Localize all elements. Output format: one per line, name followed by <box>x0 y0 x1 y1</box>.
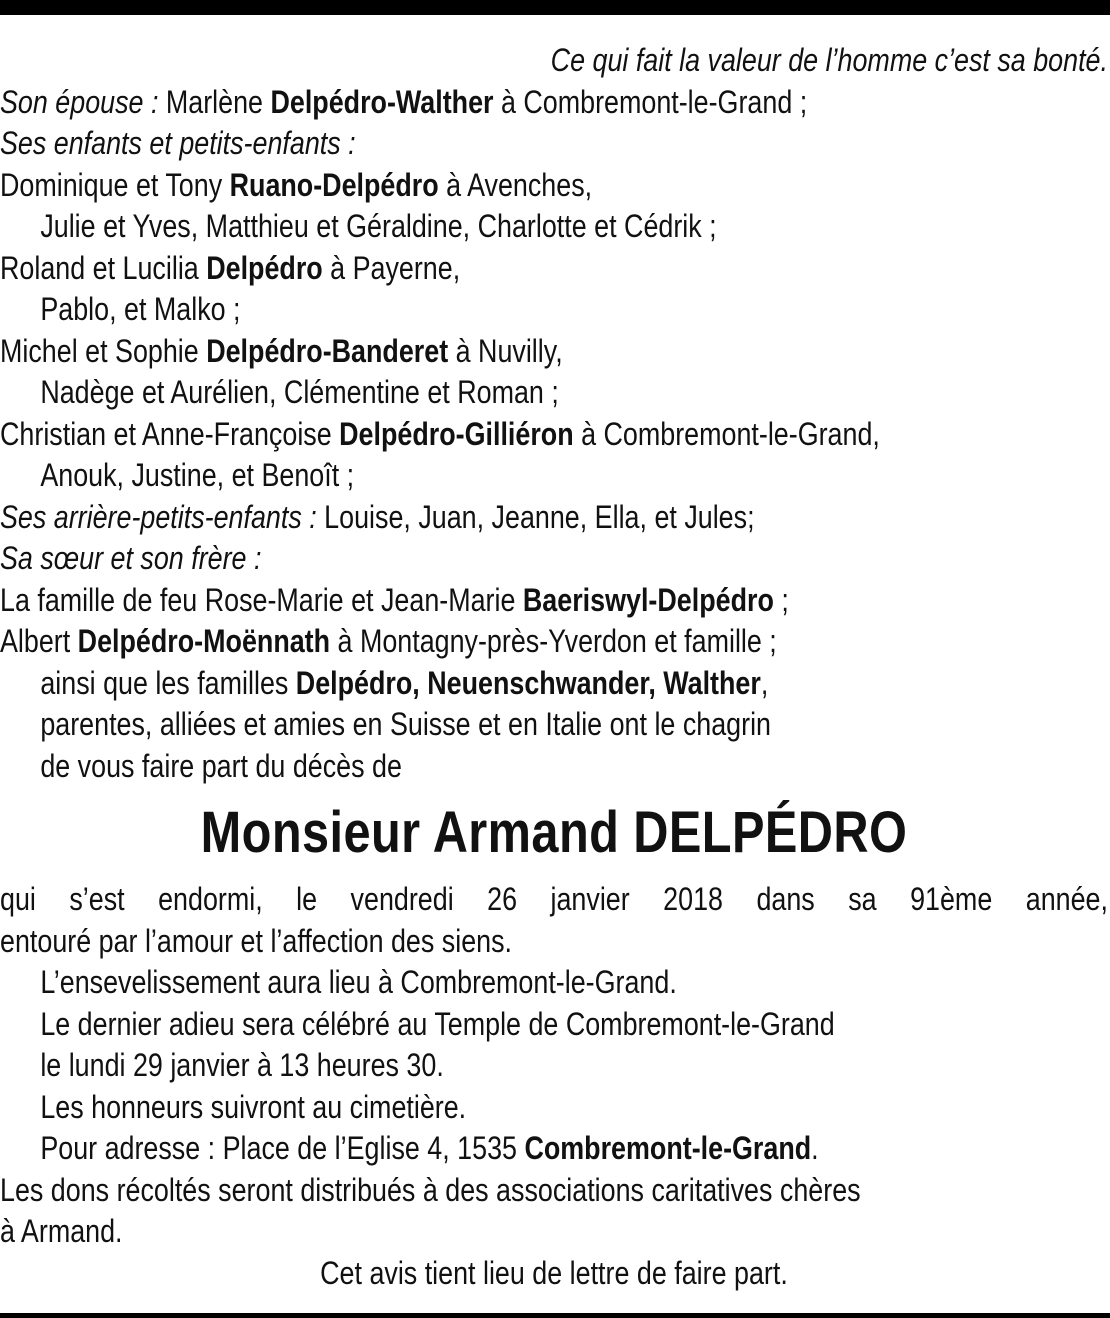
family-line: Dominique et Tony Ruano-Delpédro à Avenches, <box>0 166 593 203</box>
sibling-line: La famille de feu Rose-Marie et Jean-Marie Baeriswyl-Delpédro ; <box>0 581 789 618</box>
deceased-name: Monsieur Armand DELPÉDRO <box>200 800 908 865</box>
honours-line: Les honneurs suivront au cimetière. <box>40 1088 467 1125</box>
address-line: Pour adresse : Place de l’Eglise 4, 1535 Combremont-le-Grand. <box>40 1130 819 1166</box>
bottom-rule <box>0 1313 1110 1318</box>
other-families-line: ainsi que les familles Delpédro, Neuenschwander, Walther, <box>40 664 769 701</box>
donations-line: à Armand. <box>0 1213 123 1249</box>
grandchildren-line: Julie et Yves, Matthieu et Géraldine, Charlotte et Cédrik ; <box>40 208 717 244</box>
obituary-notice <box>0 40 1108 1294</box>
motto: Ce qui fait la valeur de l’homme c’est sa bonté. <box>550 42 1108 78</box>
announcement-line: parentes, alliées et amies en Suisse et en Italie ont le chagrin <box>40 706 771 742</box>
family-line: Christian et Anne-Françoise Delpédro-Gilliéron à Combremont-le-Grand, <box>0 415 880 452</box>
farewell-time-line: le lundi 29 janvier à 13 heures 30. <box>40 1047 444 1083</box>
death-detail-line: entouré par l’amour et l’affection des siens. <box>0 922 513 959</box>
announcement-line: de vous faire part du décès de <box>40 747 402 784</box>
farewell-line: Le dernier adieu sera célébré au Temple de Combremont-le-Grand <box>40 1005 835 1042</box>
burial-line: L’ensevelissement aura lieu à Combremont-le-Grand. <box>40 964 677 1000</box>
grandchildren-line: Nadège et Aurélien, Clémentine et Roman ; <box>40 374 559 410</box>
sibling-line: Albert Delpédro-Moënnath à Montagny-près-Yverdon et famille ; <box>0 623 777 659</box>
grandchildren-line: Pablo, et Malko ; <box>40 291 241 327</box>
family-line: Roland et Lucilia Delpédro à Payerne, <box>0 249 461 286</box>
great-grandchildren-line: Ses arrière-petits-enfants : Louise, Juan, Jeanne, Ella, et Jules; <box>0 498 755 535</box>
siblings-label: Sa sœur et son frère : <box>0 540 262 576</box>
children-label: Ses enfants et petits-enfants : <box>0 125 356 161</box>
grandchildren-line: Anouk, Justine, et Benoît ; <box>40 457 355 493</box>
donations-line: Les dons récoltés seront distribués à des associations caritatives chères <box>0 1171 861 1208</box>
death-date-line: qui s’est endormi, le vendredi 26 janvier 2018 dans sa 91ème année, <box>0 881 1108 917</box>
family-line: Michel et Sophie Delpédro-Banderet à Nuvilly, <box>0 332 563 369</box>
closing-line: Cet avis tient lieu de lettre de faire part. <box>320 1254 788 1291</box>
top-rule <box>0 0 1110 15</box>
spouse-line: Son épouse : Marlène Delpédro-Walther à Combremont-le-Grand ; <box>0 83 808 120</box>
